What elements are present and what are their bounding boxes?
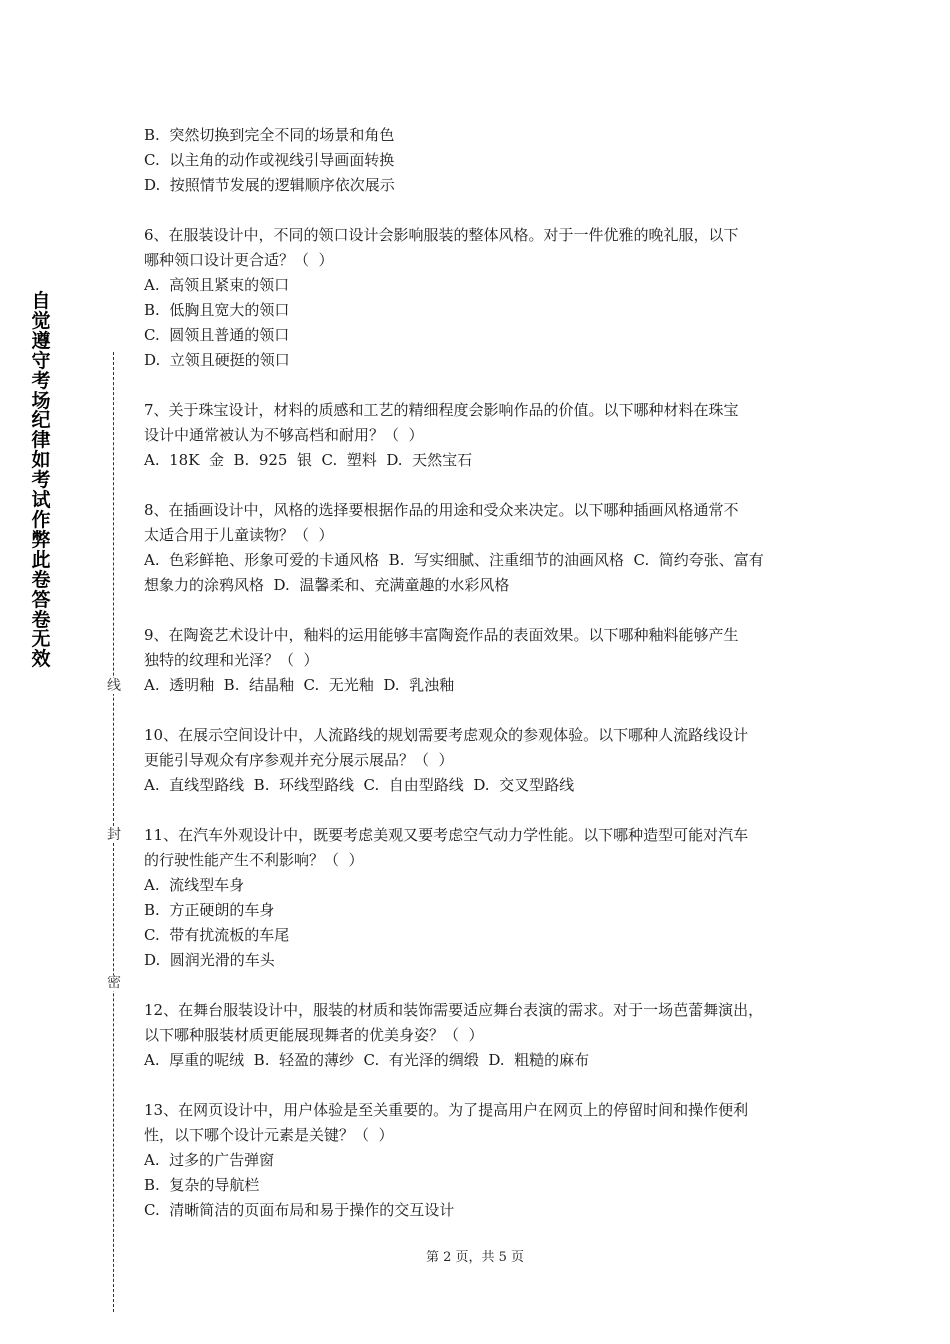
- question-content: [144, 123, 824, 1223]
- question-text: 性，以下哪个设计元素是关键？（ ）: [144, 1126, 394, 1144]
- option-line: D. 按照情节发展的逻辑顺序依次展示: [144, 176, 395, 194]
- option-line: A. 厚重的呢绒 B. 轻盈的薄纱 C. 有光泽的绸缎 D. 粗糙的麻布: [144, 1051, 590, 1069]
- option-line: D. 圆润光滑的车头: [144, 951, 275, 969]
- question-text: 13、在网页设计中，用户体验是至关重要的。为了提高用户在网页上的停留时间和操作便利: [144, 1101, 749, 1119]
- question-text: 12、在舞台服装设计中，服装的材质和装饰需要适应舞台表演的需求。对于一场芭蕾舞演出，: [144, 1001, 764, 1019]
- option-line: D. 立领且硬挺的领口: [144, 351, 290, 369]
- question-text: 的行驶性能产生不利影响？（ ）: [144, 851, 364, 869]
- carryover-options: [144, 123, 824, 198]
- question-13: [144, 1098, 824, 1223]
- option-line: B. 低胸且宽大的领口: [144, 301, 290, 319]
- option-line: A. 透明釉 B. 结晶釉 C. 无光釉 D. 乳浊釉: [144, 676, 455, 694]
- option-line: B. 突然切换到完全不同的场景和角色: [144, 126, 395, 144]
- option-line: 想象力的涂鸦风格 D. 温馨柔和、充满童趣的水彩风格: [144, 576, 510, 594]
- option-line: A. 高领且紧束的领口: [144, 276, 290, 294]
- option-line: A. 直线型路线 B. 环线型路线 C. 自由型路线 D. 交叉型路线: [144, 776, 575, 794]
- question-text: 6、在服装设计中，不同的领口设计会影响服装的整体风格。对于一件优雅的晚礼服，以下: [144, 226, 739, 244]
- question-text: 太适合用于儿童读物？（ ）: [144, 526, 334, 544]
- option-line: A. 流线型车身: [144, 876, 245, 894]
- binding-mark-xian: 线: [104, 678, 124, 694]
- page-number: 第 2 页，共 5 页: [425, 1250, 525, 1265]
- question-text: 9、在陶瓷艺术设计中，釉料的运用能够丰富陶瓷作品的表面效果。以下哪种釉料能够产生: [144, 626, 739, 644]
- option-line: C. 圆领且普通的领口: [144, 326, 290, 344]
- exam-discipline-warning: 自觉遵守考场纪律如考试作弊此卷答卷无效: [31, 290, 51, 671]
- question-6: [144, 223, 824, 373]
- option-line: B. 复杂的导航栏: [144, 1176, 260, 1194]
- option-line: A. 过多的广告弹窗: [144, 1151, 275, 1169]
- question-11: [144, 823, 824, 973]
- question-text: 7、关于珠宝设计，材料的质感和工艺的精细程度会影响作品的价值。以下哪种材料在珠宝: [144, 401, 739, 419]
- binding-mark-feng: 封: [104, 827, 124, 843]
- question-text: 10、在展示空间设计中，人流路线的规划需要考虑观众的参观体验。以下哪种人流路线设计: [144, 726, 749, 744]
- question-text: 设计中通常被认为不够高档和耐用？（ ）: [144, 426, 424, 444]
- option-line: A. 18K 金 B. 925 银 C. 塑料 D. 天然宝石: [144, 451, 473, 469]
- question-7: [144, 398, 824, 473]
- option-line: C. 带有扰流板的车尾: [144, 926, 290, 944]
- question-text: 8、在插画设计中，风格的选择要根据作品的用途和受众来决定。以下哪种插画风格通常不: [144, 501, 739, 519]
- question-text: 以下哪种服装材质更能展现舞者的优美身姿？（ ）: [144, 1026, 484, 1044]
- option-line: C. 清晰简洁的页面布局和易于操作的交互设计: [144, 1201, 455, 1219]
- option-line: A. 色彩鲜艳、形象可爱的卡通风格 B. 写实细腻、注重细节的油画风格 C. 简约夸张、富有: [144, 551, 764, 569]
- question-text: 独特的纹理和光泽？（ ）: [144, 651, 319, 669]
- question-8: [144, 498, 824, 598]
- question-text: 哪种领口设计更合适？（ ）: [144, 251, 334, 269]
- question-9: [144, 623, 824, 698]
- question-text: 11、在汽车外观设计中，既要考虑美观又要考虑空气动力学性能。以下哪种造型可能对汽车: [144, 826, 749, 844]
- option-line: B. 方正硬朗的车身: [144, 901, 275, 919]
- question-10: [144, 723, 824, 798]
- option-line: C. 以主角的动作或视线引导画面转换: [144, 151, 395, 169]
- question-text: 更能引导观众有序参观并充分展示展品？（ ）: [144, 751, 454, 769]
- binding-mark-mi: 密: [104, 975, 124, 991]
- question-12: [144, 998, 824, 1073]
